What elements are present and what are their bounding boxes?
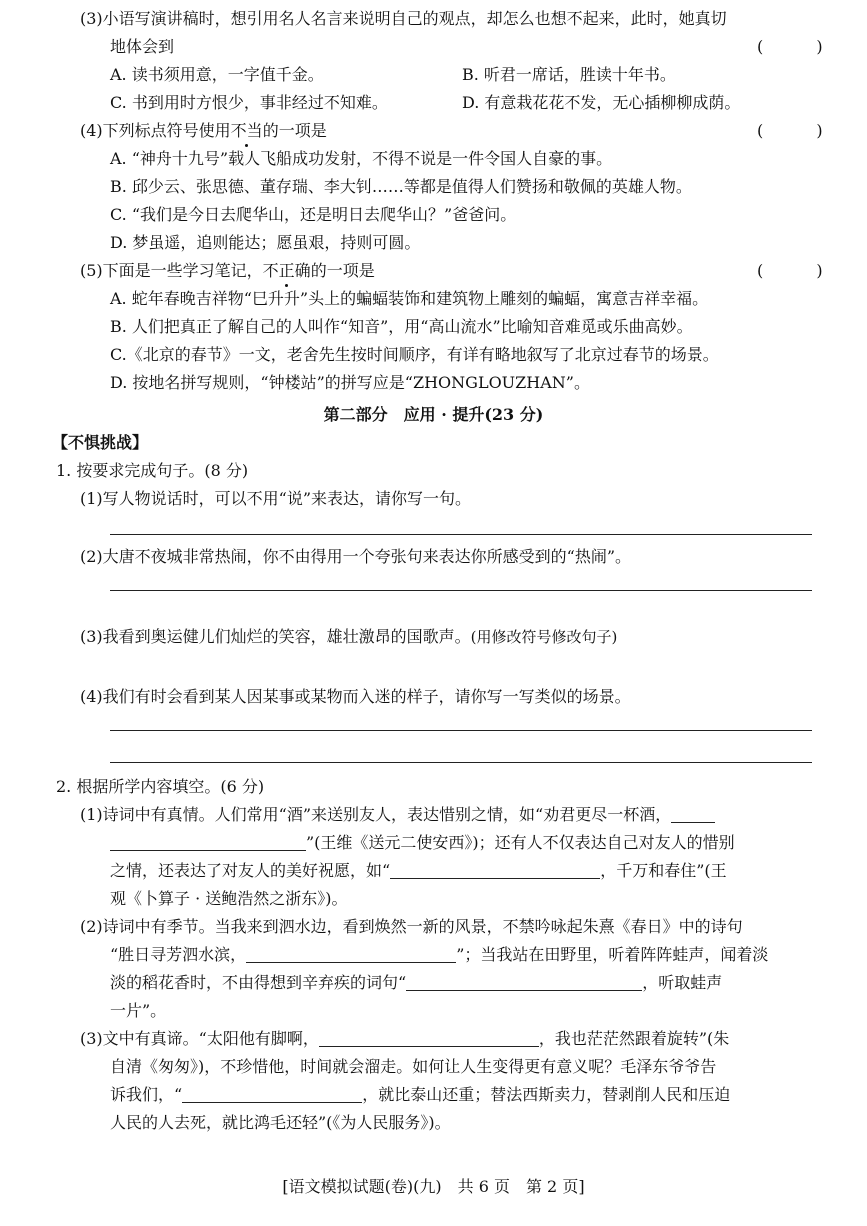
s2-p3-line4: 人民的人去死，就比鸿毛还轻”(《为人民服务》)。 [110,1113,451,1132]
s2-p1-line1 [80,804,715,826]
page-footer: [语文模拟试题(卷)(九) 共 6 页 第 2 页] [282,1177,585,1196]
s1-p3 [80,626,617,648]
q3-option-b: B. 听君一席话，胜读十年书。 [462,65,676,84]
q5-stem-emphasis: 不正确 [262,261,311,280]
q5-stem-pre: (5)下面是一些学习笔记， [80,261,263,280]
s1-p2-answer-line[interactable] [110,590,812,591]
s1-p4-answer-line-1[interactable] [110,730,812,731]
q4-stem-post: 的一项是 [262,121,327,140]
q3-stem-line2: 地体会到 [110,37,175,56]
s2-p2-line3-pre: 淡的稻花香时，不由得想到辛弃疾的词句“ [110,973,407,992]
s2-p2-line3 [110,972,722,994]
q4-stem-pre: (4)下列标点符号使用 [80,121,231,140]
s2-p3-blank-2[interactable] [182,1086,362,1103]
s2-p1-line3-pre: 之情，还表达了对友人的美好祝愿，如“ [110,861,391,880]
s2-p2-line2-post: ”；当我站在田野里，听着阵阵蛙声，闻着淡 [456,945,769,964]
s1-p1: (1)写人物说话时，可以不用“说”来表达，请你写一句。 [80,489,472,508]
s2-p3-line1-pre: (3)文中有真谛。“太阳他有脚啊， [80,1029,319,1048]
q4-option-a: A. “神舟十九号”载人飞船成功发射，不得不说是一件令国人自豪的事。 [110,149,613,168]
q5-option-d: D. 按地名拼写规则，“钟楼站”的拼写应是“ZHONGLOUZHAN”。 [110,373,590,392]
s2-p3-blank-1[interactable] [319,1030,539,1047]
q4-option-d: D. 梦虽遥，追则能达；愿虽艰，持则可圆。 [110,233,421,252]
s2-p3-line1-post: ，我也茫茫然跟着旋转”(朱 [538,1029,730,1048]
section-label: 【不惧挑战】 [52,433,149,452]
s2-p1-line4: 观《卜算子 · 送鲍浩然之浙东》)。 [110,889,348,908]
s2-title: 2. 根据所学内容填空。(6 分) [56,777,265,796]
s2-p3-line3-post: ，就比泰山还重；替法西斯卖力，替剥削人民和压迫 [362,1085,731,1104]
s2-p2-line2 [110,944,768,966]
q5-stem-post: 的一项是 [310,261,375,280]
s2-p1-line3-post: ，千万和春住”(王 [600,861,727,880]
q3-option-a: A. 读书须用意，一字值千金。 [110,65,324,84]
s2-p1-line1-text: (1)诗词中有真情。人们常用“酒”来送别友人，表达惜别之情，如“劝君更尽一杯酒， [80,805,672,824]
s1-p1-answer-line[interactable] [110,534,812,535]
s2-p1-blank-2[interactable] [390,862,600,879]
q4-option-b: B. 邱少云、张思德、董存瑞、李大钊……等都是值得人们赞扬和敬佩的英雄人物。 [110,177,692,196]
s2-p3-line1 [80,1028,729,1050]
q3-option-c: C. 书到用时方恨少，事非经过不知难。 [110,93,388,112]
s2-p2-line4: 一片”。 [110,1001,167,1020]
s2-p2-line1: (2)诗词中有季节。当我来到泗水边，看到焕然一新的风景，不禁吟咏起朱熹《春日》中的诗句 [80,917,743,936]
q4-option-c: C. “我们是今日去爬华山，还是明日去爬华山？”爸爸问。 [110,205,517,224]
s2-p1-line3 [110,860,727,882]
s1-p3-note: (用修改符号修改句子) [470,628,618,646]
s2-p2-line3-post: ，听取蛙声 [642,973,723,992]
s2-p3-line3-pre: 诉我们，“ [110,1085,183,1104]
s1-p3-sentence: (3)我看到奥运健儿们灿烂的笑容，雄壮激昂的国歌声。 [80,627,471,646]
q4-stem-emphasis: 不当 [230,121,263,140]
s1-p4: (4)我们有时会看到某人因某事或某物而入迷的样子，请你写一写类似的场景。 [80,687,631,706]
s1-p4-answer-line-2[interactable] [110,762,812,763]
q4-stem [80,120,327,142]
q4-answer-paren[interactable]: ( ) [757,121,847,140]
s2-p1-line2-text: ”(王维《送元二使安西》)；还有人不仅表达自己对友人的惜别 [306,833,735,852]
s2-p3-line3 [110,1084,730,1106]
q3-option-d: D. 有意栽花花不发，无心插柳柳成荫。 [462,93,741,112]
s2-p3-line2: 自清《匆匆》)，不珍惜他，时间就会溜走。如何让人生变得更有意义呢？毛泽东爷爷告 [110,1057,717,1076]
q3-stem-line1: (3)小语写演讲稿时，想引用名人名言来说明自己的观点，却怎么也想不起来，此时，她真切 [80,9,727,28]
q5-option-a: A. 蛇年春晚吉祥物“巳升升”头上的蝙蝠装饰和建筑物上雕刻的蝙蝠，寓意吉祥幸福。 [110,289,709,308]
s2-p1-blank-1b[interactable] [110,834,306,851]
s1-title: 1. 按要求完成句子。(8 分) [56,461,249,480]
q5-answer-paren[interactable]: ( ) [757,261,847,280]
q5-option-c: C.《北京的春节》一文，老舍先生按时间顺序，有详有略地叙写了北京过春节的场景。 [110,345,719,364]
s2-p2-line2-pre: “胜日寻芳泗水滨， [110,945,247,964]
s2-p1-blank-1a[interactable] [671,806,715,823]
q5-option-b: B. 人们把真正了解自己的人叫作“知音”，用“高山流水”比喻知音难觅或乐曲高妙。 [110,317,693,336]
q5-stem [80,260,375,282]
s2-p1-line2 [110,832,735,854]
s2-p2-blank-2[interactable] [406,974,642,991]
q3-answer-paren[interactable]: ( ) [757,37,847,56]
part2-title: 第二部分 应用 · 提升(23 分) [323,405,544,424]
s2-p2-blank-1[interactable] [246,946,456,963]
s1-p2: (2)大唐不夜城非常热闹，你不由得用一个夸张句来表达你所感受到的“热闹”。 [80,547,632,566]
